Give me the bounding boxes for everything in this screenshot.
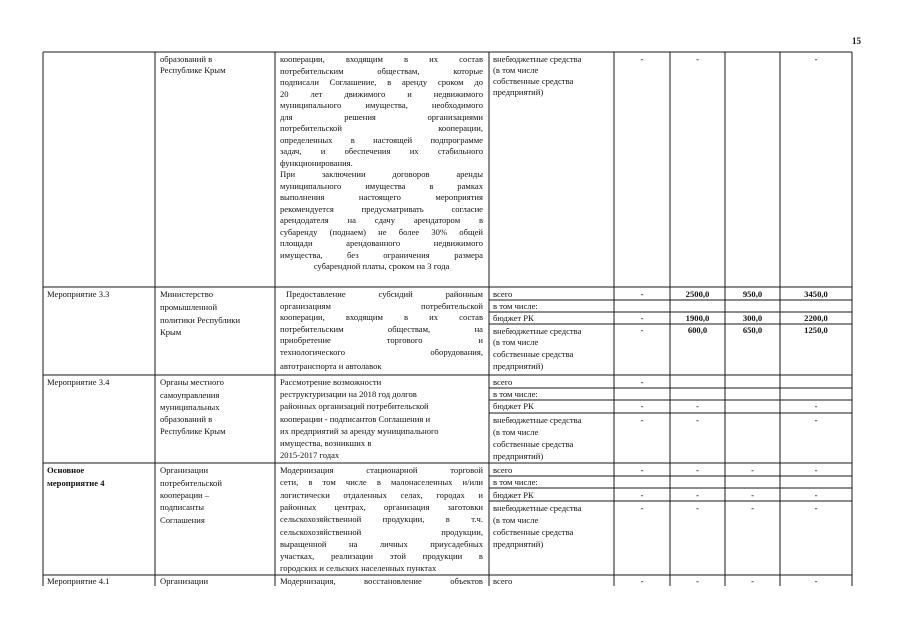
r4-executor-line: Организации [160, 465, 209, 475]
r1-desc-line: 20 лет движимого и недвижимого [280, 88, 483, 99]
r4-desc-line: участках, реализации этой продукции в [280, 551, 483, 561]
r1-desc-line: подписали Соглашение, в аренду сроком до [280, 77, 483, 87]
r5-executor: Организации [160, 576, 209, 586]
r5-measure-name: Мероприятие 4.1 [47, 576, 110, 586]
r1-desc-line: арендодателя на сдачу арендатором в [280, 215, 483, 225]
r1-desc-line: потребительским обществам, которые [280, 65, 483, 76]
r2-rk-value: 2200,0 [804, 313, 828, 323]
r4-source-ext: (в том числе [493, 515, 539, 525]
r2-source-rk: бюджет РК [493, 313, 534, 323]
r3-desc-line: районных организаций потребительской [280, 401, 429, 411]
page-number: 15 [852, 36, 861, 46]
r1-desc-line: для решения организациями [280, 111, 483, 122]
r3-executor-line: Республике Крым [160, 426, 226, 436]
r2-ext-value: 600,0 [687, 325, 708, 335]
r2-executor-line: Крым [160, 327, 182, 337]
r4-ext-value: - [640, 503, 644, 513]
r2-total-value: 950,0 [742, 289, 763, 299]
r1-source-line: (в том числе [493, 65, 539, 75]
r4-total-value: - [640, 465, 644, 475]
r3-desc-line: имущества, возникших в [280, 438, 372, 448]
r1-source-line: собственные средства [493, 76, 574, 86]
r5-value: - [814, 576, 818, 586]
r1-desc-line: кооперации, входящим в их состав [280, 54, 483, 64]
r5-value: - [696, 576, 699, 586]
r2-desc-line: потребительским обществам, на [280, 323, 483, 334]
r4-source-ext: собственные средства [493, 527, 574, 537]
r4-source-rk: бюджет РК [493, 490, 534, 500]
r5-source-total: всего [493, 576, 513, 586]
r4-executor-line: потребительской [160, 478, 222, 488]
r3-desc-line: реструктуризации на 2018 год долгов [280, 389, 417, 399]
r1-desc-line: выполнения настоящего мероприятия [280, 192, 483, 202]
r2-ext-value: 650,0 [742, 325, 763, 335]
r2-desc-line: организациям потребительской [280, 300, 483, 311]
r2-executor-line: Министерство [160, 289, 213, 299]
r2-measure-name: Мероприятие 3.3 [47, 289, 110, 299]
r4-total-value: - [696, 465, 699, 475]
r3-rk-value: - [640, 401, 644, 411]
r4-desc-line: сети, в том числе в малонаселенных и/или [280, 477, 483, 487]
r4-rk-value: - [640, 490, 644, 500]
r3-desc-line: их предприятий за аренду муниципального [280, 426, 439, 436]
r2-executor-line: политики Республики [160, 315, 241, 325]
r3-total-value: - [640, 377, 644, 387]
r1-desc-line: рекомендуется предусматривать согласие [280, 203, 483, 214]
r1-desc-line: муниципального имущества в рамках [280, 180, 483, 191]
r4-desc-line: сельскохозяйственной продукции, в т.ч. [280, 514, 483, 524]
r4-rk-value: - [751, 490, 754, 500]
r4-desc-line: городских и сельских населенных пунктах [280, 563, 437, 573]
r1-desc-line: муниципального имущества, необходимого [280, 100, 483, 110]
r3-ext-value: - [696, 415, 699, 425]
r4-ext-value: - [814, 503, 818, 513]
r4-source-ext: предприятий) [493, 539, 544, 549]
r3-source-ext: предприятий) [493, 451, 544, 461]
r4-source-ext: внебюджетные средства [493, 503, 582, 513]
r4-measure-name: мероприятие 4 [47, 478, 105, 488]
r2-source-ext: (в том числе [493, 337, 539, 347]
r2-ext-value: 1250,0 [804, 325, 828, 335]
r4-desc-line: выращенной на личных приусадебных [280, 539, 483, 549]
r4-desc-line: сельскохозяйственной продукции, [280, 526, 483, 537]
r4-rk-value: - [696, 490, 699, 500]
r3-source-ext: внебюджетные средства [493, 415, 582, 425]
r2-source-incl: в том числе: [493, 301, 538, 311]
r4-desc-line: районных центрах, организация заготовки [280, 502, 483, 512]
r1-source-line: предприятий) [493, 87, 544, 97]
r3-source-incl: в том числе: [493, 389, 538, 399]
r4-executor-line: кооперации – [160, 490, 210, 500]
r2-total-value: - [640, 289, 644, 299]
r3-executor-line: Органы местного [160, 377, 224, 387]
r3-ext-value: - [814, 415, 818, 425]
r4-ext-value: - [751, 503, 754, 513]
r5-value: - [640, 576, 644, 586]
r1-desc-line: площади арендованного недвижимого [280, 238, 483, 248]
r2-source-ext: предприятий) [493, 361, 544, 371]
r4-total-value: - [751, 465, 754, 475]
r4-source-incl: в том числе: [493, 477, 538, 487]
r1-value: - [640, 54, 644, 64]
r2-rk-value: 300,0 [742, 313, 763, 323]
r2-desc-line: технологического оборудования, [280, 346, 483, 357]
r1-desc-line: субаренду (поднаем) не более 30% общей [280, 226, 483, 237]
r4-measure-name: Основное [47, 465, 85, 475]
r4-total-value: - [814, 465, 818, 475]
r4-desc-line: логистически отдаленных селах, городах и [280, 489, 483, 500]
r1-desc-line: функционирования. [280, 157, 353, 168]
r4-executor-line: Соглашения [160, 515, 205, 525]
r3-executor-line: муниципальных [160, 402, 220, 412]
r2-desc-line: кооперации, входящим в их состав [280, 312, 483, 322]
r2-desc-line: автотранспорта и автолавок [280, 361, 382, 371]
r1-executor-line-1: образований в [160, 54, 213, 64]
r2-total-value: 2500,0 [685, 289, 710, 299]
r1-value: - [814, 54, 818, 64]
r1-desc-line: При заключении договоров аренды [280, 169, 483, 179]
r2-rk-value: 1900,0 [685, 313, 710, 323]
r3-ext-value: - [640, 415, 644, 425]
r2-desc-line: приобретение торгового и [280, 335, 483, 345]
r2-ext-value: - [640, 325, 644, 335]
r2-total-value: 3450,0 [804, 289, 828, 299]
r3-source-total: всего [493, 377, 513, 387]
r1-executor-line-2: Республике Крым [160, 65, 226, 75]
r3-executor-line: самоуправления [160, 390, 220, 400]
r1-value: - [696, 54, 699, 64]
r5-desc-line: Модернизация, восстановление объектов [280, 576, 483, 586]
r4-ext-value: - [696, 503, 699, 513]
r3-desc-line: Рассмотрение возможности [280, 377, 382, 387]
r1-desc-line: имущества, без ограничения размера [280, 249, 483, 260]
r2-rk-value: - [640, 313, 644, 323]
r3-rk-value: - [814, 401, 818, 411]
r1-desc-line: задач, и обеспечения их стабильного [280, 146, 483, 156]
r3-measure-name: Мероприятие 3.4 [47, 377, 110, 387]
r5-value: - [751, 576, 754, 586]
r4-rk-value: - [814, 490, 818, 500]
r2-executor-line: промышленной [160, 302, 218, 312]
r3-source-rk: бюджет РК [493, 401, 534, 411]
r2-desc-line: Предоставление субсидий районным [286, 289, 483, 299]
r1-desc-line: субарендной платы, сроком на 3 года [313, 261, 450, 271]
r1-desc-line: определенных в настоящей подпрограмме [280, 134, 483, 145]
r1-source-line: внебюджетные средства [493, 54, 582, 64]
r3-desc-line: кооперации - подписантов Соглашения и [280, 414, 431, 424]
r2-source-ext: внебюджетные средства [493, 326, 582, 336]
r4-executor-line: подписанты [160, 502, 205, 512]
r1-desc-line: потребительской кооперации, [280, 123, 483, 133]
r3-source-ext: (в том числе [493, 427, 539, 437]
r2-source-ext: собственные средства [493, 349, 574, 359]
r3-rk-value: - [696, 401, 699, 411]
r4-desc-line: Модернизация стационарной торговой [280, 465, 483, 475]
r2-source-total: всего [493, 289, 513, 299]
r3-executor-line: образований в [160, 414, 213, 424]
r3-source-ext: собственные средства [493, 439, 574, 449]
r4-source-total: всего [493, 465, 513, 475]
r3-desc-line: 2015-2017 годах [280, 450, 340, 460]
